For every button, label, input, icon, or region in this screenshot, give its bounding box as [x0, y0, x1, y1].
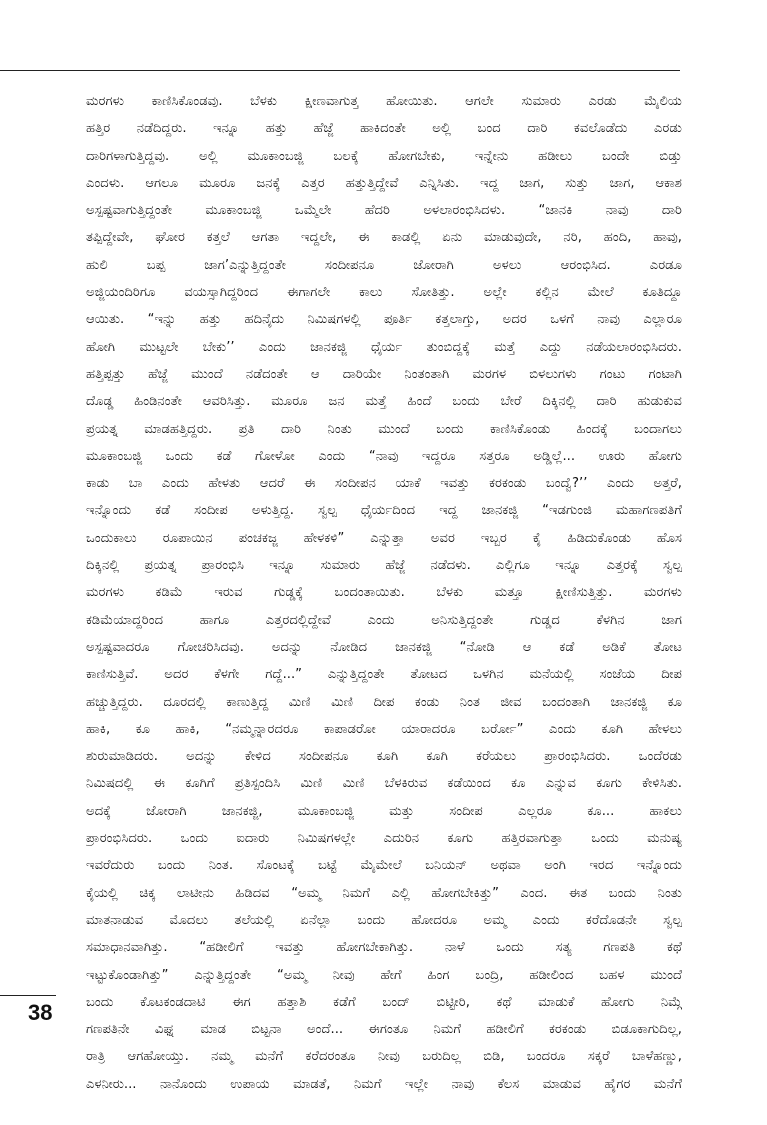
body-text — [86, 88, 682, 1125]
text-line: ಇನ್ನೊಂದು ಕಡೆ ಸಂದೀಪ ಅಳುತ್ತಿದ್ದ. ಸ್ವಲ್ಪ ಧೈರ್ಯದಿಂದ ಇದ್ದ ಜಾನಕಜ್ಜಿ “ಇಡಗುಂಜಿ ಮಹಾಗಣಪತಿಗೆ — [86, 503, 682, 519]
bottom-rule — [0, 995, 56, 996]
text-line: ಕಡಿಮೆಯಾದ್ದರಿಂದ ಹಾಗೂ ಎತ್ತರದಲ್ಲಿದ್ದೇವೆ ಎಂದು ಅನಿಸುತ್ತಿದ್ದಂತೇ ಗುಡ್ಡದ ಕೆಳಗಿನ ಜಾಗ — [86, 612, 682, 628]
text-line: ಪ್ರಾರಂಭಿಸಿದರು. ಒಂದು ಐದಾರು ನಿಮಿಷಗಳಲ್ಲೇ ಎದುರಿನ ಕೂಗು ಹತ್ತಿರವಾಗುತ್ತಾ ಒಂದು ಮನುಷ್ಯ — [86, 831, 682, 847]
text-line: ಗಣಪತಿನೇ ವಿಘ್ನ ಮಾಡ ಬಿಟ್ಟನಾ ಅಂದೆ... ಈಗಂತೂ ನಿಮಗೆ ಹಡೀಲಿಗೆ ಕರಕಂಡು ಬಿಡೂಕಾಗುದಿಲ್ಲ, — [86, 1022, 682, 1038]
text-line: ತಪ್ಪಿದ್ದೇವೇ, ಘೋರ ಕತ್ತಲೆ ಆಗತಾ ಇದ್ದಲೇ, ಈ ಕಾಡಲ್ಲಿ ಏನು ಮಾಡುವುದೇ, ನರಿ, ಹಂದಿ, ಹಾವು, — [86, 230, 682, 246]
text-line: ಹಚ್ಚುತ್ತಿದ್ದರು. ದೂರದಲ್ಲಿ ಕಾಣುತ್ತಿದ್ದ ಮಿಣಿ ಮಿಣಿ ದೀಪ ಕಂಡು ನಿಂತ ಜೀವ ಬಂದಂತಾಗಿ ಜಾನಕಜ್ಜಿ ಕೂ — [86, 694, 682, 710]
text-line: ಮೂಕಾಂಬಜ್ಜಿ ಒಂದು ಕಡೆ ಗೋಳೋ ಎಂದು “ನಾವು ಇದ್ದರೂ ಸತ್ತರೂ ಅಡ್ಡಿಲ್ಲೆ... ಊರು ಹೋಗು — [86, 448, 682, 464]
text-line: ನಿಮಿಷದಲ್ಲಿ ಈ ಕೂಗಿಗೆ ಪ್ರತಿಸ್ಪಂದಿಸಿ ಮಿಣಿ ಮಿಣಿ ಬೆಳಕಿರುವ ಕಡೆಯಿಂದ ಕೂ ಎನ್ನುವ ಕೂಗು ಕೇಳಿಸಿತು. — [86, 776, 682, 792]
text-line: ದಿಕ್ಕಿನಲ್ಲಿ ಪ್ರಯತ್ನ ಪ್ರಾರಂಭಿಸಿ ಇನ್ನೂ ಸುಮಾರು ಹೆಜ್ಜೆ ನಡೆದಳು. ಎಲ್ಲಿಗೂ ಇನ್ನೂ ಎತ್ತರಕ್ಕೆ ಸ್ವಲ್ಪ — [86, 558, 682, 574]
text-line: ಎಳನೀರು... ನಾನೊಂದು ಉಪಾಯ ಮಾಡತೆ, ನಿಮಗೆ ಇಲ್ಲೇ ನಾವು ಕೆಲಸ ಮಾಡುವ ಹೈಗರ ಮನೆಗೆ — [86, 1076, 682, 1092]
text-line: ಎಂದಳು. ಆಗಲೂ ಮೂರೂ ಜನಕ್ಕೆ ಎತ್ತರ ಹತ್ತುತ್ತಿದ್ದೇವೆ ಎನ್ನಿಸಿತು. ಇದ್ದ ಜಾಗ, ಸುತ್ತು ಜಾಗ, ಆಕಾಶ — [86, 175, 682, 191]
text-line: ಕಾಣಿಸುತ್ತಿವೆ. ಅದರ ಕೆಳಗೇ ಗದ್ದೆ...” ಎನ್ನುತ್ತಿದ್ದಂತೇ ತೋಟದ ಒಳಗಿನ ಮನೆಯಲ್ಲಿ ಸಂಜೆಯ ದೀಪ — [86, 667, 682, 683]
text-line: ಹತ್ತಿರ ನಡೆದಿದ್ದರು. ಇನ್ನೂ ಹತ್ತು ಹೆಜ್ಜೆ ಹಾಕಿದಂತೇ ಅಲ್ಲಿ ಬಂದ ದಾರಿ ಕವಲೊಡೆದು ಎರಡು — [86, 121, 682, 137]
text-line: ಹೋಗಿ ಮುಟ್ಟಲೇ ಬೇಕು’’ ಎಂದು ಜಾನಕಜ್ಜಿ ಧೈರ್ಯ ತುಂಬಿದ್ದಕ್ಕೆ ಮತ್ತೆ ಎದ್ದು ನಡೆಯಲಾರಂಭಿಸಿದರು. — [86, 339, 682, 355]
text-line: ಹತ್ತಿಪ್ಪತ್ತು ಹೆಜ್ಜೆ ಮುಂದೆ ನಡೆದಂತೇ ಆ ದಾರಿಯೇ ನಿಂತಂತಾಗಿ ಮರಗಳ ಬಿಳಲುಗಳು ಗಂಟು ಗಂಟಾಗಿ — [86, 366, 682, 382]
text-line: ಅದಕ್ಕೆ ಜೋರಾಗಿ ಜಾನಕಜ್ಜಿ, ಮೂಕಾಂಬಜ್ಜಿ ಮತ್ತು ಸಂದೀಪ ಎಲ್ಲರೂ ಕೂ... ಹಾಕಲು — [86, 803, 682, 819]
text-line: ಶುರುಮಾಡಿದರು. ಅದನ್ನು ಕೇಳಿದ ಸಂದೀಪನೂ ಕೂಗಿ ಕೂಗಿ ಕರೆಯಲು ಪ್ರಾರಂಭಿಸಿದರು. ಒಂದೆರಡು — [86, 749, 682, 765]
text-line: ಅಸ್ಪಷ್ಟವಾಗುತ್ತಿದ್ದಂತೇ ಮೂಕಾಂಬಜ್ಜಿ ಒಮ್ಮೆಲೇ ಹೆದರಿ ಅಳಲಾರಂಭಿಸಿದಳು. “ಜಾನಕಿ ನಾವು ದಾರಿ — [86, 203, 682, 219]
text-line: ಅಸ್ಪಷ್ಟವಾದರೂ ಗೋಚರಿಸಿದವು. ಅದನ್ನು ನೋಡಿದ ಜಾನಕಜ್ಜಿ “ನೋಡಿ ಆ ಕಡೆ ಅಡಿಕೆ ತೋಟ — [86, 639, 682, 655]
text-line: ಕೈಯಲ್ಲಿ ಚಿಕ್ಕ ಲಾಟೀನು ಹಿಡಿದವ “ಅಮ್ಮ ನಿಮಗೆ ಎಲ್ಲಿ ಹೋಗಬೇಕಿತ್ತು” ಎಂದ. ಈತ ಬಂದು ನಿಂತು — [86, 885, 682, 901]
text-line: ಹುಲಿ ಬಪ್ಪ ಜಾಗ’ಎನ್ನುತ್ತಿದ್ದಂತೇ ಸಂದೀಪನೂ ಜೋರಾಗಿ ಅಳಲು ಆರಂಭಿಸಿದ. ಎರಡೂ — [86, 257, 682, 273]
text-line: ಆಯಿತು. “ಇನ್ನು ಹತ್ತು ಹದಿನೈದು ನಿಮಿಷಗಳಲ್ಲಿ ಪೂರ್ತಿ ಕತ್ತಲಾಗ್ತು, ಅದರ ಒಳಗೆ ನಾವು ಎಲ್ಲಾರೂ — [86, 312, 682, 328]
text-line: ಅಜ್ಜಿಯಂದಿರಿಗೂ ವಯಸ್ಸಾಗಿದ್ದರಿಂದ ಈಗಾಗಲೇ ಕಾಲು ಸೋತಿತ್ತು. ಅಲ್ಲೇ ಕಲ್ಲಿನ ಮೇಲೆ ಕೂತಿದ್ದೂ — [86, 285, 682, 301]
text-line: ಮಾತನಾಡುವ ಮೊದಲು ತಲೆಯಲ್ಲಿ ಏನೆಲ್ಲಾ ಬಂದು ಹೋದರೂ ಅಮ್ಮ ಎಂದು ಕರೆದೊಡನೇ ಸ್ವಲ್ಪ — [86, 912, 682, 928]
text-line: ಒಂದುಕಾಲು ರೂಪಾಯಿನ ಪಂಚಕಜ್ಜ ಹೇಳಕಳಿ” ಎನ್ನುತ್ತಾ ಅವರ ಇಬ್ಬರ ಕೈ ಹಿಡಿದುಕೊಂಡು ಹೊಸ — [86, 530, 682, 546]
text-line: ರಾತ್ರಿ ಆಗಹೋಯ್ತು. ನಮ್ಮ ಮನೆಗೆ ಕರೆದರಂತೂ ನೀವು ಬರುದಿಲ್ಲ ಬಿಡಿ, ಬಂದರೂ ಸಕ್ಕರೆ ಬಾಳೆಹಣ್ಣು, — [86, 1049, 682, 1065]
text-line: ಇವರೆದುರು ಬಂದು ನಿಂತ. ಸೊಂಟಕ್ಕೆ ಬಟ್ಟೆ ಮೈಮೇಲೆ ಬನಿಯನ್ ಅಥವಾ ಅಂಗಿ ಇರದ ಇನ್ನೊಂದು — [86, 858, 682, 874]
text-line: ಬಂದು ಕೊಟಕಂಡದಾಟಿ ಈಗ ಹತ್ತಾಶಿ ಕಡೆಗೆ ಬಂದ್ ಬಿಟ್ಟೀರಿ, ಕಥೆ ಮಾಡುಕೆ ಹೋಗು ನಿಮ್ಗೆ — [86, 994, 682, 1010]
top-rule — [0, 70, 680, 71]
text-line — [86, 1098, 682, 1125]
text-line: ಇಟ್ಟುಕೊಂಡಾಗಿತ್ತು” ಎನ್ನುತ್ತಿದ್ದಂತೇ “ಅಮ್ಮ ನೀವು ಹೇಗೆ ಹಿಂಗ ಬಂದ್ರಿ, ಹಡೀಲಿಂದ ಬಹಳ ಮುಂದೆ — [86, 967, 682, 983]
page-number: 38 — [28, 1000, 53, 1025]
text-line: ದಾರಿಗಳಾಗುತ್ತಿದ್ದವು. ಅಲ್ಲಿ ಮೂಕಾಂಬಜ್ಜಿ ಬಲಕ್ಕೆ ಹೋಗಬೇಕು, ಇನ್ನೇನು ಹಡೀಲು ಬಂದೇ ಬಿಡ್ತು — [86, 148, 682, 164]
text-line: ಕಾಡು ಬಾ ಎಂದು ಹೇಳತು ಆದರೆ ಈ ಸಂದೀಪನ ಯಾಕೆ ಇವತ್ತು ಕರಕಂಡು ಬಂದ್ವೆ?’’ ಎಂದು ಅತ್ತರೆ, — [86, 476, 682, 492]
text-line: ಪ್ರಯತ್ನ ಮಾಡಹತ್ತಿದ್ದರು. ಪ್ರತಿ ದಾರಿ ನಿಂತು ಮುಂದೆ ಬಂದು ಕಾಣಿಸಿಕೊಂಡು ಹಿಂದಕ್ಕೆ ಬಂದಾಗಲು — [86, 421, 682, 437]
text-line: ಮರಗಳು ಕಾಣಿಸಿಕೊಂಡವು. ಬೆಳಕು ಕ್ಷೀಣವಾಗುತ್ತ ಹೋಯಿತು. ಆಗಲೇ ಸುಮಾರು ಎರಡು ಮೈಲಿಯ — [86, 94, 682, 109]
text-line: ಮರಗಳು ಕಡಿಮೆ ಇರುವ ಗುಡ್ಡಕ್ಕೆ ಬಂದಂತಾಯಿತು. ಬೆಳಕು ಮತ್ತೂ ಕ್ಷೀಣಿಸುತ್ತಿತ್ತು. ಮರಗಳು — [86, 585, 682, 601]
text-line: ಹಾಕಿ, ಕೂ ಹಾಕಿ, “ನಮ್ಮನ್ನಾರದರೂ ಕಾಪಾಡರೋ ಯಾರಾದರೂ ಬರ್ರೋ” ಎಂದು ಕೂಗಿ ಹೇಳಲು — [86, 721, 682, 737]
text-line: ದೊಡ್ಡ ಹಿಂಡಿನಂತೇ ಆವರಿಸಿತ್ತು. ಮೂರೂ ಜನ ಮತ್ತೆ ಹಿಂದೆ ಬಂದು ಬೇರೆ ದಿಕ್ಕಿನಲ್ಲಿ ದಾರಿ ಹುಡುಕುವ — [86, 394, 682, 410]
text-line: ಸಮಾಧಾನವಾಗಿತ್ತು. “ಹಡೀಲಿಗೆ ಇವತ್ತು ಹೋಗಬೇಕಾಗಿತ್ತು. ನಾಳೆ ಒಂದು ಸತ್ಯ ಗಣಪತಿ ಕಥೆ — [86, 940, 682, 956]
